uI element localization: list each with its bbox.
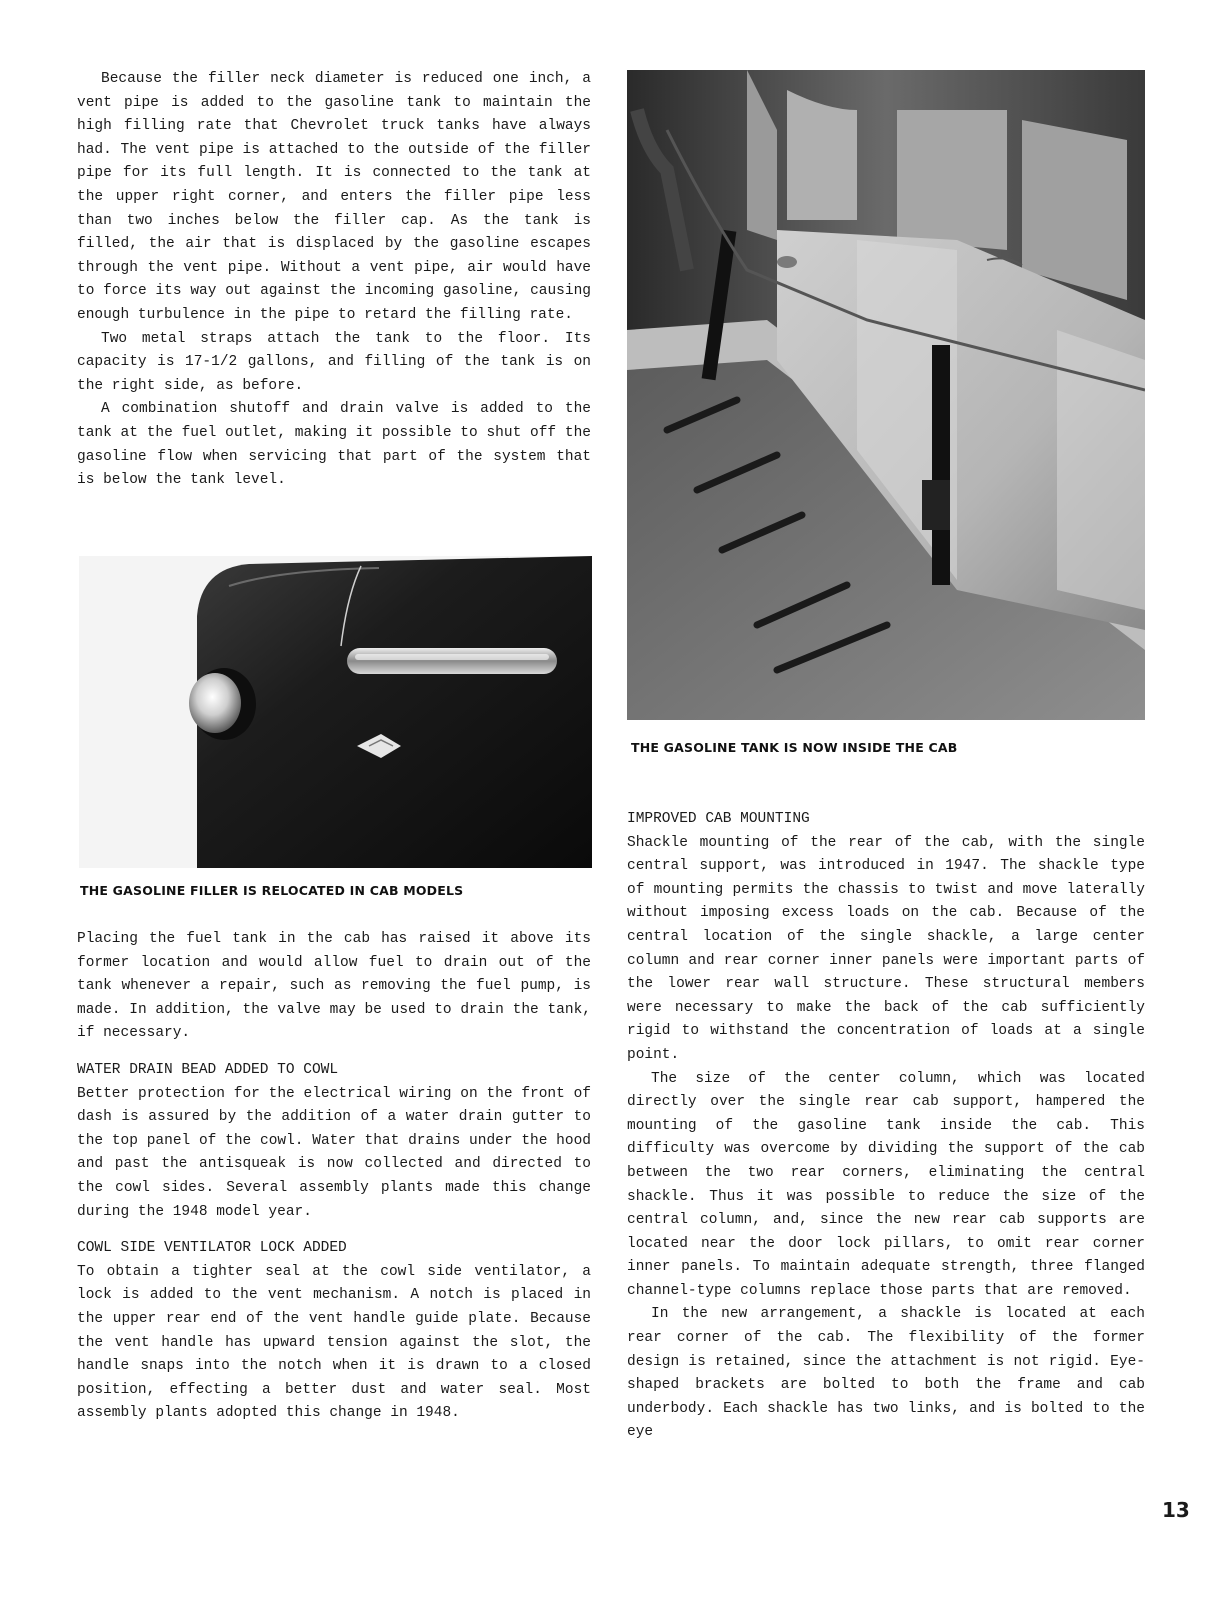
paragraph-shackle-mounting: Shackle mounting of the rear of the cab, with the single central support, was introduced in 1947. The shackle type of mounting permits the chassis to twist and move laterally without imposing excess loads on the cab. Because of the central location of the single shackle, a large center column and rear corner inner panels were important parts of the lower rear wall structure. These structural members were necessary to make the back of the cab sufficiently rigid to withstand the concentration of loads at a single point. [627,834,1145,1063]
gasoline-tank-photo [627,70,1145,720]
page-number: 13 [1162,1498,1190,1522]
right-column-text [627,808,1145,1445]
paragraph-center-column: The size of the center column, which was located directly over the single rear cab support, hampered the mounting of the gasoline tank inside the cab. This difficulty was overcome by dividing the support of the cab between the two rear corners, eliminating the central shackle. Thus it was possible to reduce the size of the central column, and, since the new rear cab supports are located near the door lock pillars, to omit rear corner inner panels. To maintain adequate strength, three flanged channel-type columns replace those parts that are removed. [627,1070,1145,1299]
paragraph-shutoff-valve: A combination shutoff and drain valve is added to the tank at the fuel outlet, making it possible to shut off the gasoline flow when servicing that part of the system that is below the tank level. [77,401,591,489]
gasoline-filler-illustration [79,556,592,868]
paragraph-new-arrangement: In the new arrangement, a shackle is located at each rear corner of the cab. The flexibility of the former design is retained, since the attachment is not rigid. Eye-shaped brackets are bolted to both the frame and cab underbody. Each shackle has two links, and is bolted to the eye [627,1306,1145,1441]
gasoline-filler-photo [79,556,592,868]
heading-ventilator-lock: COWL SIDE VENTILATOR LOCK ADDED [77,1240,347,1257]
heading-improved-cab-mounting: IMPROVED CAB MOUNTING [627,811,810,827]
left-lower-column-text [77,928,591,1426]
paragraph-water-drain-bead: Better protection for the electrical wiring on the front of dash is assured by the addition of a water drain gutter to the top panel of the cowl. Water that drains under the hood and past the antisqueak is now collected and directed to the cowl sides. Several assembly plants made this change during the 1948 model year. [77,1085,591,1220]
gasoline-tank-illustration [627,70,1145,720]
figure-caption-tank: THE GASOLINE TANK IS NOW INSIDE THE CAB [631,740,958,755]
paragraph-vent-pipe: Because the filler neck diameter is reduced one inch, a vent pipe is added to the gasoline tank to maintain the high filling rate that Chevrolet truck tanks have always had. The vent pipe is attached to the outside of the filler pipe for its full length. It is connected to the tank at the upper right corner, and enters the filler pipe less than two inches below the filler cap. As the tank is filled, the air that is displaced by the gasoline escapes through the vent pipe. Without a vent pipe, air would have to force its way out against the incoming gasoline, causing enough turbulence in the pipe to retard the filling rate. [77,71,591,323]
paragraph-ventilator-lock: To obtain a tighter seal at the cowl side ventilator, a lock is added to the vent mechanism. A notch is placed in the upper rear end of the vent handle guide plate. Because the vent handle has upward tension against the slot, the handle snaps into the notch when it is drawn to a closed position, effecting a better dust and water seal. Most assembly plants adopted this change in 1948. [77,1263,591,1422]
figure-caption-filler: THE GASOLINE FILLER IS RELOCATED IN CAB MODELS [80,883,464,898]
paragraph-fuel-tank-raised: Placing the fuel tank in the cab has raised it above its former location and would allow fuel to drain out of the tank whenever a repair, such as removing the fuel pump, is made. In addition, the valve may be used to drain the tank, if necessary. [77,931,591,1042]
paragraph-metal-straps: Two metal straps attach the tank to the floor. Its capacity is 17-1/2 gallons, and filling of the tank is on the right side, as before. [77,330,591,394]
left-column-text [77,68,591,493]
heading-water-drain-bead: WATER DRAIN BEAD ADDED TO COWL [77,1061,339,1078]
